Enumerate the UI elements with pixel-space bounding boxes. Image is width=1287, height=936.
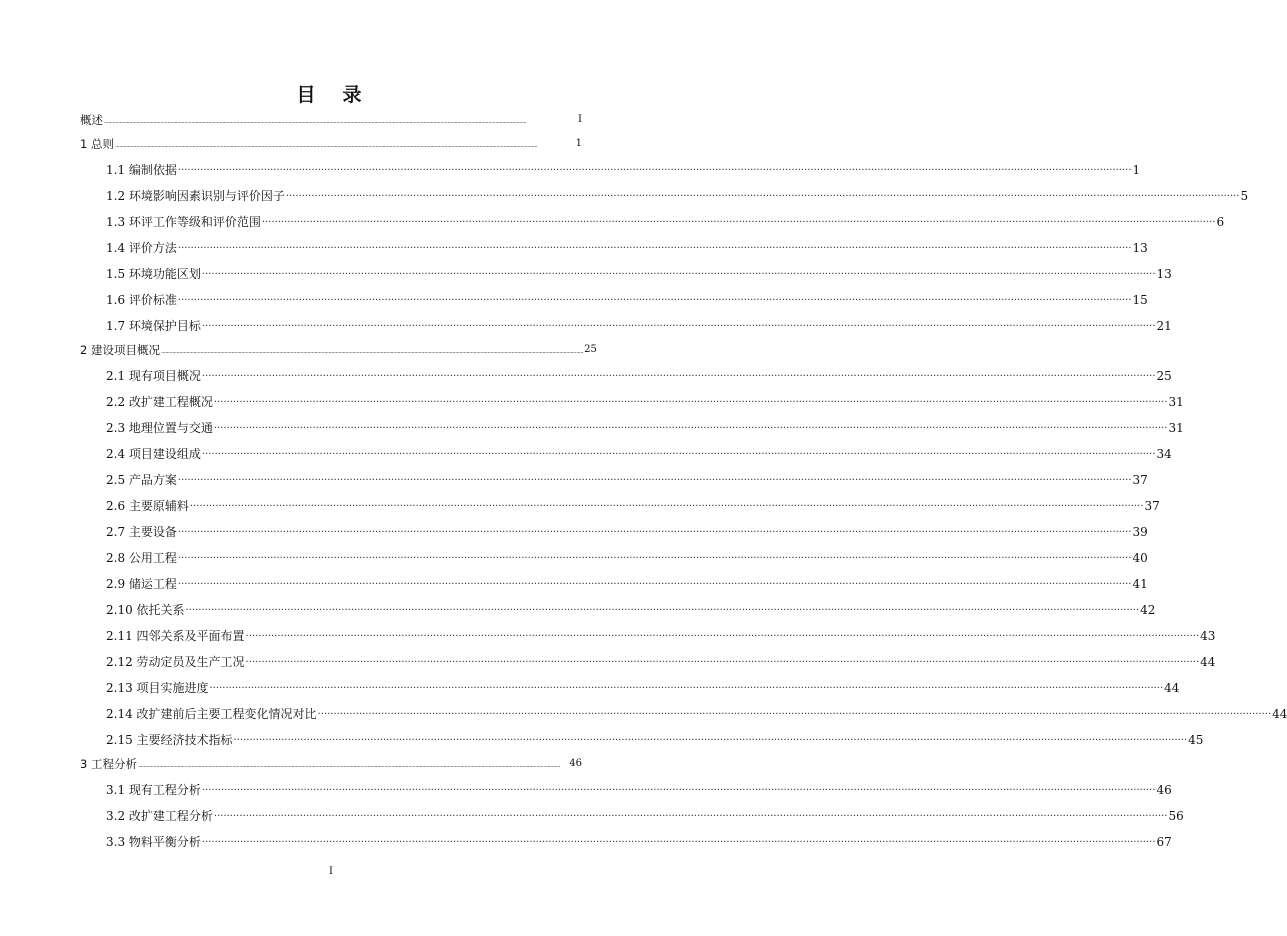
table-of-contents [0, 104, 1287, 850]
toc-entry-page: 15 [1132, 293, 1148, 307]
toc-leader-dots: ············································································································································································································································································································ [317, 709, 1272, 720]
toc-entry[interactable] [0, 358, 1172, 384]
toc-leader-dots: ············································································································································································································································································································ [177, 527, 1132, 538]
toc-entry-page: 13 [1132, 241, 1148, 255]
toc-entry-label: 3.1 现有工程分析 [106, 783, 201, 797]
toc-entry[interactable] [0, 128, 662, 152]
toc-entry[interactable] [0, 462, 1148, 488]
page-title: 目 录 [296, 84, 366, 106]
toc-entry-page: 5 [1240, 189, 1249, 203]
toc-leader-dots: ············································································································································································································································································································ [209, 683, 1164, 694]
toc-entry-page: 25 [1156, 369, 1172, 383]
toc-entry[interactable] [0, 488, 1160, 514]
toc-entry-page: 43 [1200, 629, 1216, 643]
toc-entry-label: 2 建设项目概况 [80, 343, 160, 357]
toc-leader-dots: ············································································································································································································································································································ [104, 120, 527, 127]
toc-entry-label: 1.1 编制依据 [106, 163, 177, 177]
toc-entry-label: 1.4 评价方法 [106, 241, 177, 255]
toc-leader-dots: ············································································································································································································································································································ [213, 397, 1168, 408]
toc-entry[interactable] [0, 204, 1225, 230]
toc-entry-page: 44 [1200, 655, 1216, 669]
toc-entry[interactable] [0, 384, 1184, 410]
toc-entry-page: 37 [1144, 499, 1160, 513]
toc-entry-page: 44 [1272, 707, 1287, 721]
toc-entry-label: 2.2 改扩建工程概况 [106, 395, 213, 409]
toc-entry-label: 3.2 改扩建工程分析 [106, 809, 213, 823]
toc-entry-page: 46 [1156, 783, 1172, 797]
toc-leader-dots: ············································································································································································································································································································ [177, 475, 1132, 486]
toc-entry[interactable] [0, 618, 1216, 644]
toc-leader-dots: ············································································································································································································································································································ [201, 371, 1156, 382]
toc-entry[interactable] [0, 152, 1141, 178]
toc-entry-page: 39 [1132, 525, 1148, 539]
toc-entry-page: 56 [1168, 809, 1184, 823]
toc-leader-dots: ············································································································································································································································································································ [201, 785, 1156, 796]
toc-entry-label: 2.7 主要设备 [106, 525, 177, 539]
toc-entry[interactable] [0, 334, 662, 358]
toc-leader-dots: ············································································································································································································································································································ [245, 657, 1200, 668]
toc-entry-page: 44 [1164, 681, 1180, 695]
toc-entry-label: 2.5 产品方案 [106, 473, 177, 487]
toc-entry[interactable] [0, 696, 1287, 722]
toc-entry-page: 1 [575, 138, 582, 149]
toc-entry-label: 1.7 环境保护目标 [106, 319, 201, 333]
toc-entry-label: 2.14 改扩建前后主要工程变化情况对比 [106, 707, 317, 721]
toc-leader-dots: ············································································································································································································································································································ [177, 243, 1132, 254]
toc-entry-page: 34 [1156, 447, 1172, 461]
toc-entry-label: 1.3 环评工作等级和评价范围 [106, 215, 261, 229]
toc-entry[interactable] [0, 670, 1180, 696]
toc-entry-page: 13 [1156, 267, 1172, 281]
toc-entry-page: I [578, 114, 582, 125]
toc-leader-dots: ············································································································································································································································································································ [285, 191, 1240, 202]
toc-entry-page: 67 [1156, 835, 1172, 849]
toc-entry-page: 31 [1168, 395, 1184, 409]
toc-entry-page: 42 [1140, 603, 1156, 617]
toc-entry-label: 2.1 现有项目概况 [106, 369, 201, 383]
toc-entry-page: 31 [1168, 421, 1184, 435]
toc-entry-page: 45 [1188, 733, 1204, 747]
toc-leader-dots: ············································································································································································································································································································ [177, 165, 1132, 176]
toc-entry[interactable] [0, 256, 1172, 282]
toc-entry[interactable] [0, 230, 1148, 256]
toc-leader-dots: ············································································································································································································································································································ [137, 764, 561, 771]
toc-entry-label: 2.4 项目建设组成 [106, 447, 201, 461]
toc-entry[interactable] [0, 104, 662, 128]
toc-entry[interactable] [0, 566, 1148, 592]
toc-entry[interactable] [0, 540, 1148, 566]
toc-entry[interactable] [0, 824, 1172, 850]
toc-leader-dots: ············································································································································································································································································································ [201, 269, 1156, 280]
toc-entry-label: 2.8 公用工程 [106, 551, 177, 565]
toc-entry-label: 2.11 四邻关系及平面布置 [106, 629, 245, 643]
toc-entry[interactable] [0, 772, 1172, 798]
toc-entry-page: 21 [1156, 319, 1172, 333]
toc-leader-dots: ············································································································································································································································································································ [114, 144, 538, 151]
toc-entry-label: 2.9 储运工程 [106, 577, 177, 591]
toc-leader-dots: ············································································································································································································································································································ [245, 631, 1200, 642]
toc-entry[interactable] [0, 748, 662, 772]
toc-entry[interactable] [0, 410, 1184, 436]
toc-leader-dots: ············································································································································································································································································································ [177, 579, 1132, 590]
toc-entry-label: 2.6 主要原辅料 [106, 499, 189, 513]
toc-leader-dots: ············································································································································································································································································································ [201, 449, 1156, 460]
toc-entry[interactable] [0, 308, 1172, 334]
toc-entry[interactable] [0, 644, 1216, 670]
toc-leader-dots: ············································································································································································································································································································ [185, 605, 1140, 616]
toc-entry-label: 1.5 环境功能区划 [106, 267, 201, 281]
toc-entry-label: 3.3 物料平衡分析 [106, 835, 201, 849]
toc-entry-page: 46 [569, 758, 582, 769]
toc-entry-label: 3 工程分析 [80, 757, 137, 771]
toc-entry-label: 1 总则 [80, 137, 114, 151]
toc-entry-page: 41 [1132, 577, 1148, 591]
toc-leader-dots: ············································································································································································································································································································ [201, 837, 1156, 848]
toc-entry-page: 25 [584, 344, 597, 355]
toc-entry[interactable] [0, 798, 1184, 824]
toc-entry[interactable] [0, 282, 1148, 308]
toc-entry-label: 2.12 劳动定员及生产工况 [106, 655, 245, 669]
toc-leader-dots: ············································································································································································································································································································ [261, 217, 1216, 228]
toc-leader-dots: ············································································································································································································································································································ [213, 423, 1168, 434]
toc-entry[interactable] [0, 178, 1249, 204]
toc-leader-dots: ············································································································································································································································································································ [160, 350, 584, 357]
toc-entry-label: 2.13 项目实施进度 [106, 681, 209, 695]
toc-leader-dots: ············································································································································································································································································································ [213, 811, 1168, 822]
toc-entry-label: 2.10 依托关系 [106, 603, 185, 617]
page-number: I [329, 866, 333, 877]
toc-entry-page: 1 [1132, 163, 1141, 177]
toc-entry[interactable] [0, 514, 1148, 540]
toc-entry-page: 37 [1132, 473, 1148, 487]
toc-entry[interactable] [0, 722, 1204, 748]
toc-entry-label: 概述 [80, 113, 103, 127]
toc-entry-page: 40 [1132, 551, 1148, 565]
toc-leader-dots: ············································································································································································································································································································ [177, 295, 1132, 306]
toc-entry-label: 2.15 主要经济技术指标 [106, 733, 233, 747]
toc-entry-label: 1.2 环境影响因素识别与评价因子 [106, 189, 285, 203]
toc-entry[interactable] [0, 592, 1156, 618]
toc-entry-page: 6 [1216, 215, 1225, 229]
toc-entry[interactable] [0, 436, 1172, 462]
toc-leader-dots: ············································································································································································································································································································ [233, 735, 1188, 746]
toc-leader-dots: ············································································································································································································································································································ [201, 321, 1156, 332]
toc-leader-dots: ············································································································································································································································································································ [189, 501, 1144, 512]
toc-entry-label: 2.3 地理位置与交通 [106, 421, 213, 435]
toc-entry-label: 1.6 评价标准 [106, 293, 177, 307]
toc-leader-dots: ············································································································································································································································································································ [177, 553, 1132, 564]
